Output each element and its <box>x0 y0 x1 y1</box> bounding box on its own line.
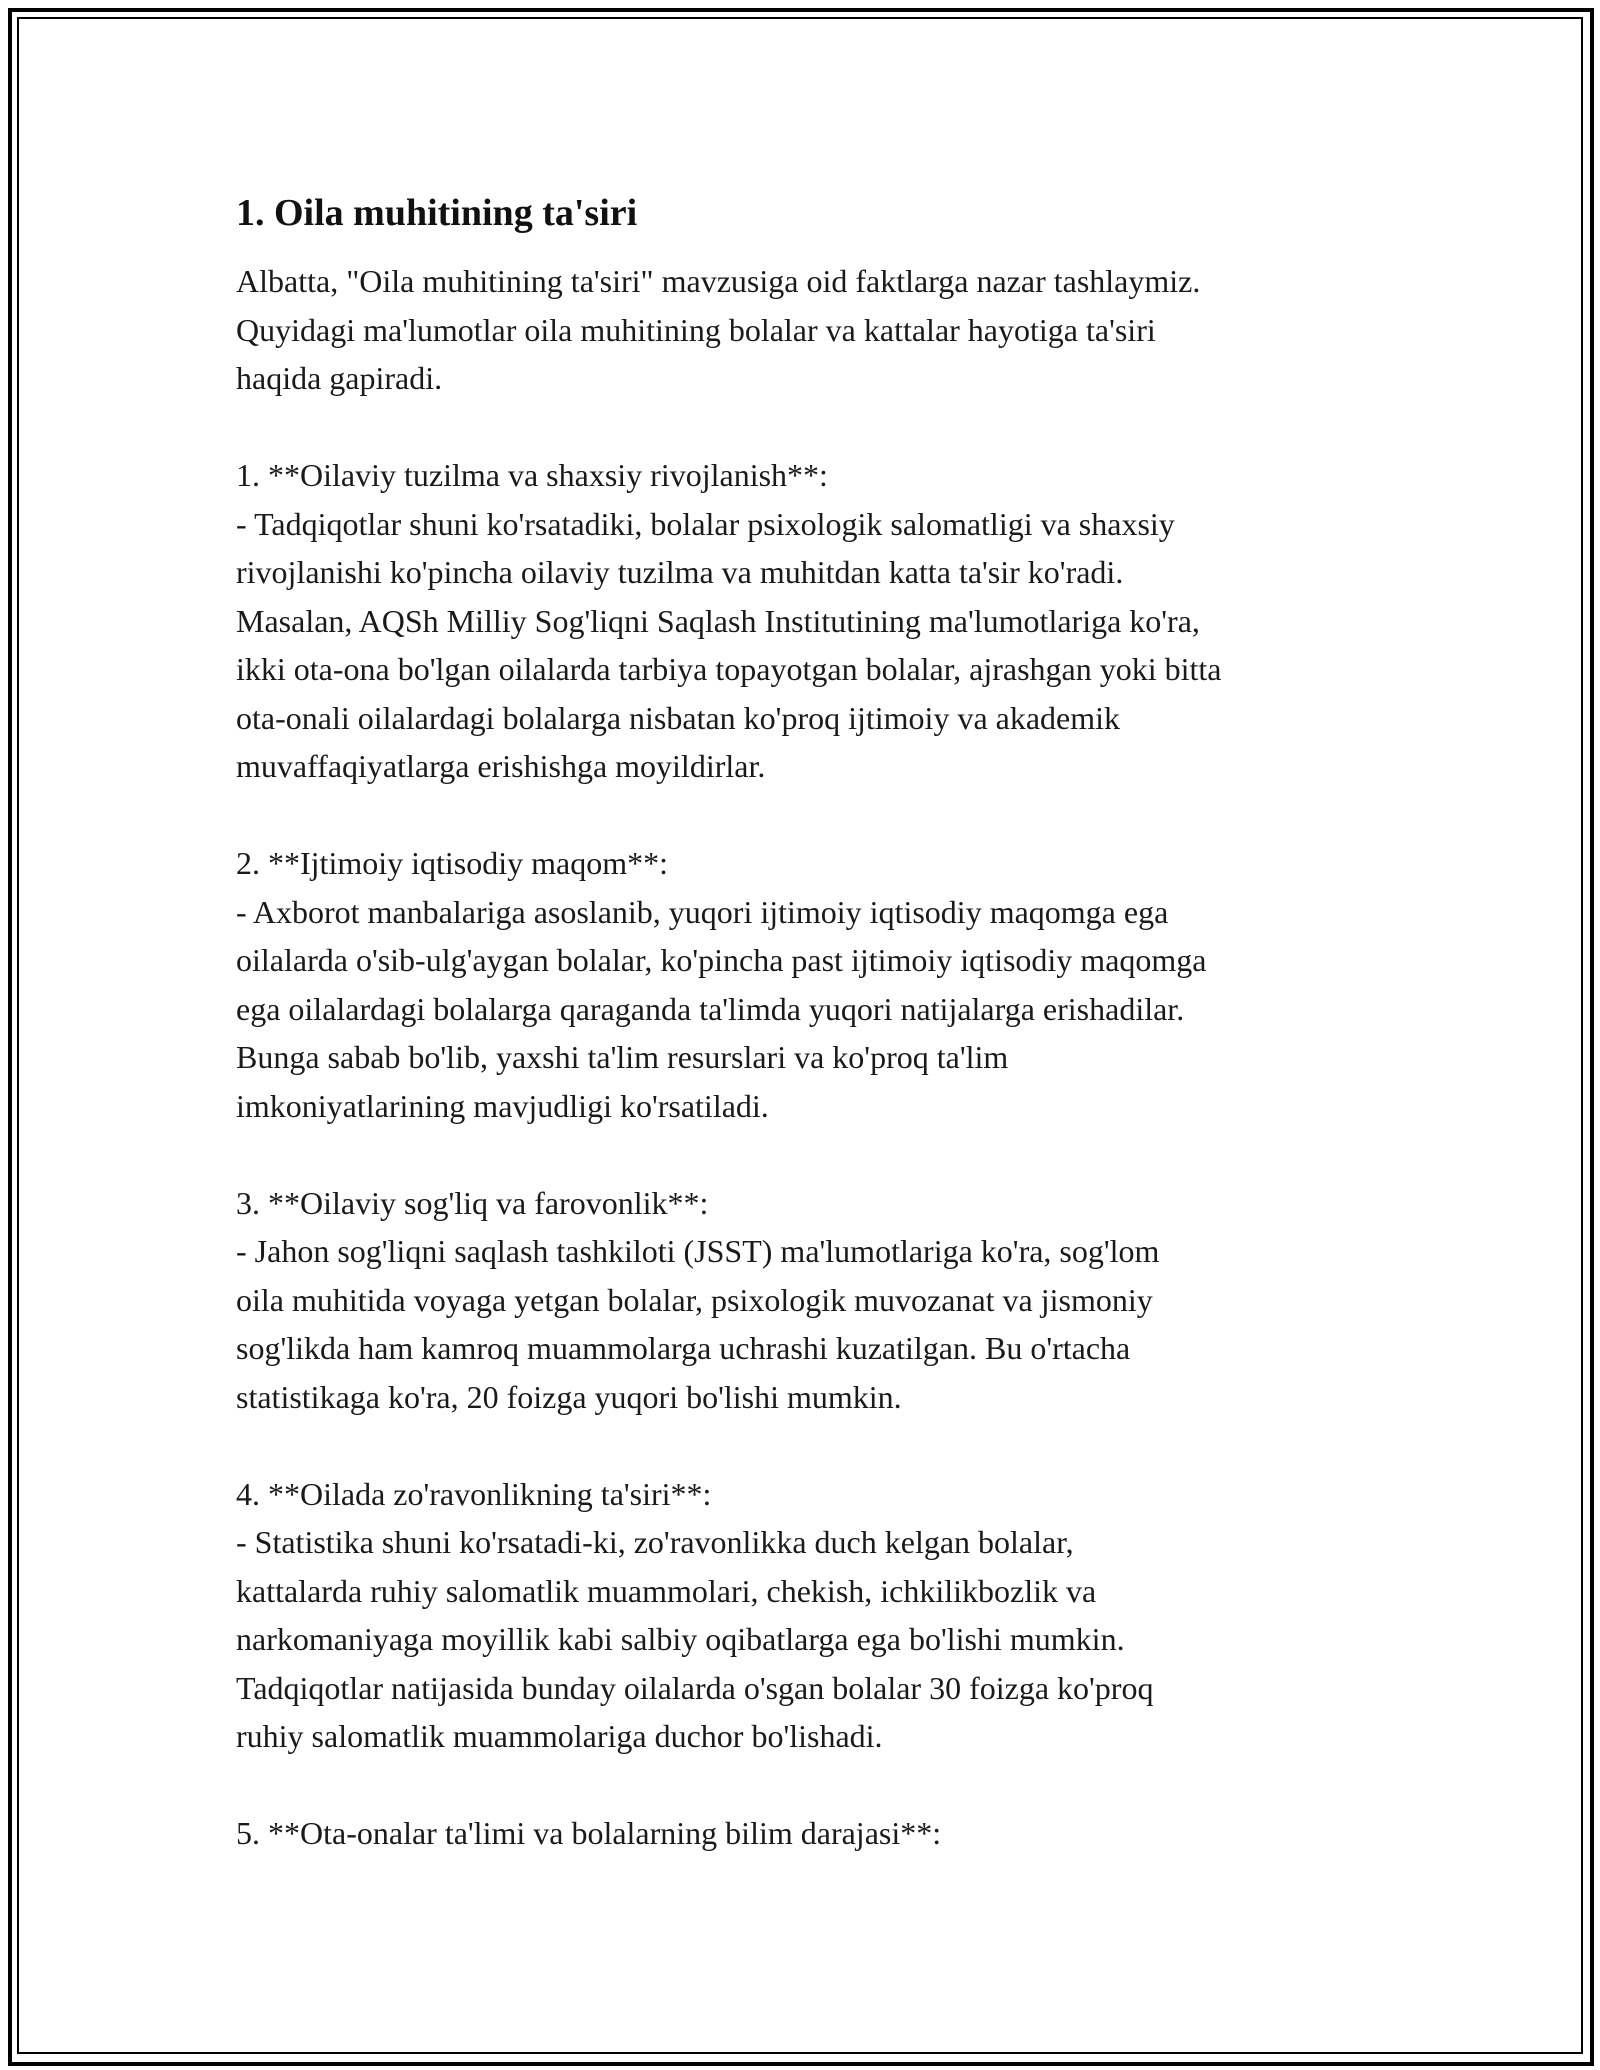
section-2 <box>236 839 1396 1130</box>
section-heading: 5. **Ota-onalar ta'limi va bolalarning bilim darajasi**: <box>236 1815 942 1851</box>
section-1 <box>236 451 1396 791</box>
section-4 <box>236 1470 1396 1761</box>
document-content <box>236 186 1396 1858</box>
section-heading: 2. **Ijtimoiy iqtisodiy maqom**: <box>236 845 668 881</box>
document-title: 1. Oila muhitining ta'siri <box>236 192 638 234</box>
section-3 <box>236 1179 1396 1422</box>
section-heading: 1. **Oilaviy tuzilma va shaxsiy rivojlanish**: <box>236 457 828 493</box>
section-body: - Statistika shuni ko'rsatadi-ki, zo'ravonlikka duch kelgan bolalar, kattalarda ruhiy salomatlik muammolari, chekish, ichkilikbozlik va narkomaniyaga moyillik kabi salbiy oqibatlarga ega bo'lishi mumkin. Tadqiqotlar natijasida bunday oilalarda o'sgan bolalar 30 foizga ko'proq ruhiy salomatlik muammolariga duchor bo'lishadi. <box>236 1524 1154 1754</box>
section-heading: 3. **Oilaviy sog'liq va farovonlik**: <box>236 1184 709 1221</box>
section-body: - Jahon sog'liqni saqlash tashkiloti (JSST) ma'lumotlariga ko'ra, sog'lom oila muhitida voyaga yetgan bolalar, psixologik muvozanat va jismoniy sog'likda ham kamroq muammolarga uchrashi kuzatilgan. Bu o'rtacha statistikaga ko'ra, 20 foizga yuqori bo'lishi mumkin. <box>236 1233 1160 1415</box>
section-heading: 4. **Oilada zo'ravonlikning ta'siri**: <box>236 1475 712 1512</box>
section-5 <box>236 1809 1396 1858</box>
section-body: - Axborot manbalariga asoslanib, yuqori ijtimoiy iqtisodiy maqomga ega oilalarda o'sib-ulg'aygan bolalar, ko'pincha past ijtimoiy iqtisodiy maqomga ega oilalardagi bolalarga qaraganda ta'limda yuqori natijalarga erishadilar. Bunga sabab bo'lib, yaxshi ta'lim resurslari va ko'proq ta'lim imkoniyatlarining mavjudligi ko'rsatiladi. <box>236 893 1207 1124</box>
intro-paragraph: Albatta, "Oila muhitining ta'siri" mavzusiga oid faktlarga nazar tashlaymiz. Quyidagi ma'lumotlar oila muhitining bolalar va kattalar hayotiga ta'siri haqida gapiradi. <box>236 263 1201 396</box>
section-body: - Tadqiqotlar shuni ko'rsatadiki, bolalar psixologik salomatligi va shaxsiy rivojlanishi ko'pincha oilaviy tuzilma va muhitdan katta ta'sir ko'radi. Masalan, AQSh Milliy Sog'liqni Saqlash Institutining ma'lumotlariga ko'ra, ikki ota-ona bo'lgan oilalarda tarbiya topayotgan bolalar, ajrashgan yoki bitta ota-onali oilalardagi bolalarga nisbatan ko'proq ijtimoiy va akademik muvaffaqiyatlarga erishishga moyildirlar. <box>236 505 1222 784</box>
